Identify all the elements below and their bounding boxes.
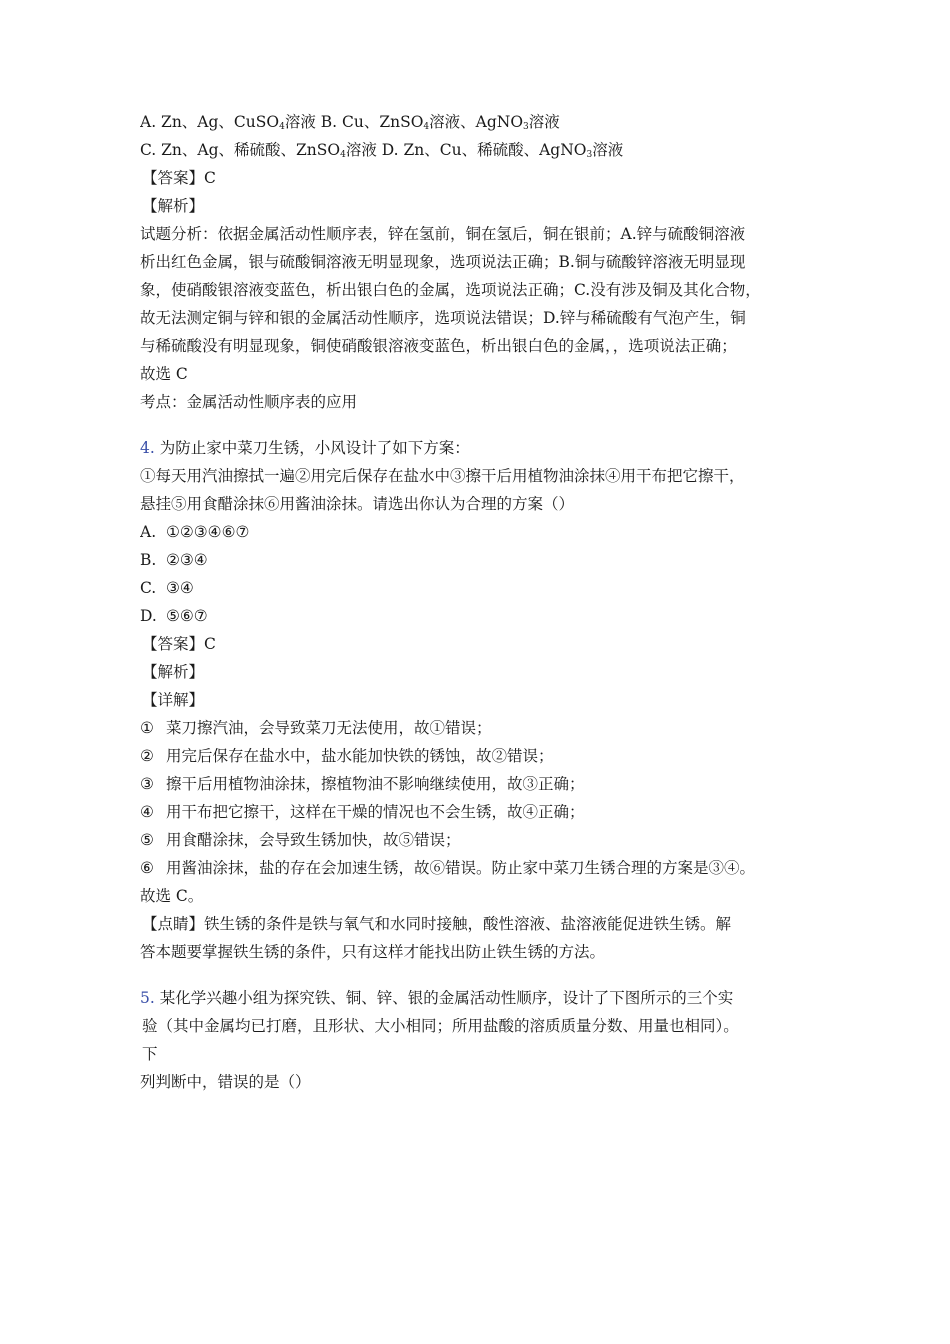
q4-number: 4. (140, 439, 155, 457)
q4-detail-item: ⑥ 用酱油涂抹，盐的存在会加速生锈，故⑥错误。防止家中菜刀生锈合理的方案是③④。 (140, 859, 756, 877)
q4-stem: 4. 为防止家中菜刀生锈，小风设计了如下方案： (140, 439, 470, 457)
q5-stem: 5. 某化学兴趣小组为探究铁、铜、锌、银的金属活动性顺序，设计了下图所示的三个实 (140, 989, 734, 1007)
document-content (140, 108, 820, 1096)
q3-analysis-line: 象，使硝酸银溶液变蓝色，析出银白色的金属，选项说法正确；C.没有涉及铜及其化合物， (140, 281, 761, 299)
q3-analysis-line: 故选 C (140, 365, 188, 383)
q4-dianjing-line: 答本题要掌握铁生锈的条件，只有这样才能找出防止铁生锈的方法。 (140, 943, 606, 961)
q4-detail-item: ③ 擦干后用植物油涂抹，擦植物油不影响继续使用，故③正确； (140, 775, 585, 793)
q3-analysis-label: 【解析】 (142, 197, 205, 215)
q4-conclusion: 故选 C。 (140, 887, 204, 905)
q3-kaodian: 考点：金属活动性顺序表的应用 (140, 393, 358, 411)
q3-analysis-line: 故无法测定铜与锌和银的金属活动性顺序，选项说法错误；D.锌与稀硫酸有气泡产生，铜 (140, 309, 746, 327)
q3-options-cd: C. Zn、Ag、稀硫酸、ZnSO$_4$溶液 D. Zn、Cu、稀硫酸、AgNO$_3$溶液 (140, 141, 624, 160)
q3-analysis-line: 试题分析：依据金属活动性顺序表，锌在氢前，铜在氢后，铜在银前；A.锌与硫酸铜溶液 (140, 225, 746, 243)
q5-stem-line: 列判断中，错误的是（） (140, 1073, 311, 1091)
q5-stem-line: 下 (142, 1045, 158, 1063)
q4-detail-label: 【详解】 (142, 691, 205, 709)
q4-dianjing-line: 【点睛】铁生锈的条件是铁与氧气和水同时接触，酸性溶液、盐溶液能促进铁生锈。解 (142, 915, 732, 933)
q4-analysis-label: 【解析】 (142, 663, 205, 681)
q4-option-d: D. ⑤⑥⑦ (140, 607, 208, 625)
q4-detail-item: ④ 用干布把它擦干，这样在干燥的情况也不会生锈，故④正确； (140, 803, 585, 821)
q4-detail-item: ② 用完后保存在盐水中，盐水能加快铁的锈蚀，故②错误； (140, 747, 554, 765)
q3-options-ab: A. Zn、Ag、CuSO$_4$溶液 B. Cu、ZnSO$_4$溶液、AgNO$_3$溶液 (140, 113, 560, 132)
q4-detail-item: ⑤ 用食醋涂抹，会导致生锈加快，故⑤错误； (140, 831, 461, 849)
q4-stem-line: 悬挂⑤用食醋涂抹⑥用酱油涂抹。请选出你认为合理的方案（） (140, 495, 575, 513)
q3-answer: 【答案】C (142, 169, 216, 187)
q4-option-a: A. ①②③④⑥⑦ (140, 523, 250, 541)
q3-analysis-line: 析出红色金属，银与硫酸铜溶液无明显现象，选项说法正确；B.铜与硫酸锌溶液无明显现 (140, 253, 746, 271)
q5-number: 5. (140, 989, 155, 1007)
q5-stem-line: 验（其中金属均已打磨，且形状、大小相同；所用盐酸的溶质质量分数、用量也相同）。 (142, 1017, 739, 1035)
q4-option-b: B. ②③④ (140, 551, 208, 569)
q4-option-c: C. ③④ (140, 579, 194, 597)
q4-detail-item: ① 菜刀擦汽油，会导致菜刀无法使用，故①错误； (140, 719, 492, 737)
q3-analysis-line: 与稀硫酸没有明显现象，铜使硝酸银溶液变蓝色，析出银白色的金属，，选项说法正确； (140, 337, 737, 355)
q4-answer: 【答案】C (142, 635, 216, 653)
q4-stem-line: ①每天用汽油擦拭一遍②用完后保存在盐水中③擦干后用植物油涂抹④用干布把它擦干， (140, 467, 745, 485)
